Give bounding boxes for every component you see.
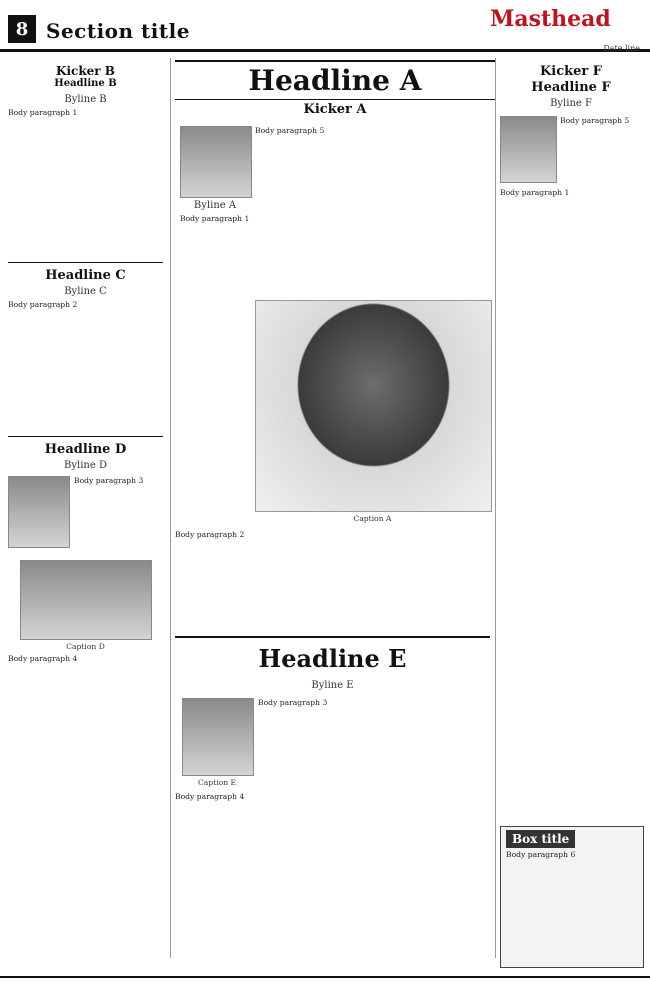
bottom-author-photo — [182, 698, 254, 776]
right-top-kicker: Kicker F — [539, 64, 603, 79]
masthead-name: Masthead — [490, 6, 611, 32]
left-top-body: Body paragraph 1 — [8, 108, 78, 117]
column-divider — [495, 58, 496, 958]
page-number: 8 — [8, 15, 36, 43]
main-body-bottom: Body paragraph 2 — [175, 530, 245, 539]
field-photo — [20, 560, 152, 640]
left-top-byline: Byline B — [64, 94, 107, 105]
main-body-left: Body paragraph 1 — [180, 214, 250, 223]
left-bottom-byline: Byline D — [64, 460, 107, 471]
main-photo-caption: Caption A — [353, 514, 392, 523]
main-body-top: Body paragraph 5 — [255, 126, 325, 135]
right-box-body: Body paragraph 6 — [506, 850, 576, 859]
left-bottom-headline: Headline D — [44, 442, 127, 457]
column-divider — [170, 58, 171, 958]
right-top-body: Body paragraph 5 — [560, 116, 630, 125]
main-illustration — [255, 300, 492, 512]
date-line: Date line — [603, 44, 640, 53]
right-author-photo — [500, 116, 557, 183]
right-top-headline: Headline F — [531, 80, 611, 95]
left-mid-body: Body paragraph 2 — [8, 300, 78, 309]
left-top-kicker: Kicker B — [56, 64, 115, 78]
right-top-byline: Byline F — [550, 98, 592, 109]
section-title: Section title — [46, 19, 190, 43]
bottom-body-left: Body paragraph 4 — [175, 792, 245, 801]
left-mid-byline: Byline C — [64, 286, 107, 297]
author-photo — [8, 476, 70, 548]
main-headline: Headline A — [175, 60, 495, 100]
main-byline: Byline A — [193, 200, 237, 211]
left-bottom-photo-caption: Caption D — [66, 642, 105, 651]
bottom-body: Body paragraph 3 — [258, 698, 328, 707]
left-mid-headline: Headline C — [45, 268, 126, 283]
bottom-photo-caption: Caption E — [197, 778, 237, 787]
page-bottom-rule — [0, 976, 650, 978]
right-box-title: Box title — [506, 830, 575, 848]
main-author-photo — [180, 126, 252, 198]
main-kicker: Kicker A — [303, 102, 367, 117]
divider-rule — [8, 262, 163, 263]
divider-rule — [175, 636, 490, 638]
left-bottom-body: Body paragraph 3 — [74, 476, 144, 485]
right-top-continued-body: Body paragraph 1 — [500, 188, 570, 197]
left-top-headline: Headline B — [54, 78, 117, 89]
masthead — [490, 8, 640, 46]
left-bottom-continued-body: Body paragraph 4 — [8, 654, 78, 663]
divider-rule — [8, 436, 163, 437]
bottom-byline: Byline E — [311, 680, 354, 691]
page-header — [0, 0, 650, 52]
bottom-headline: Headline E — [258, 644, 407, 673]
